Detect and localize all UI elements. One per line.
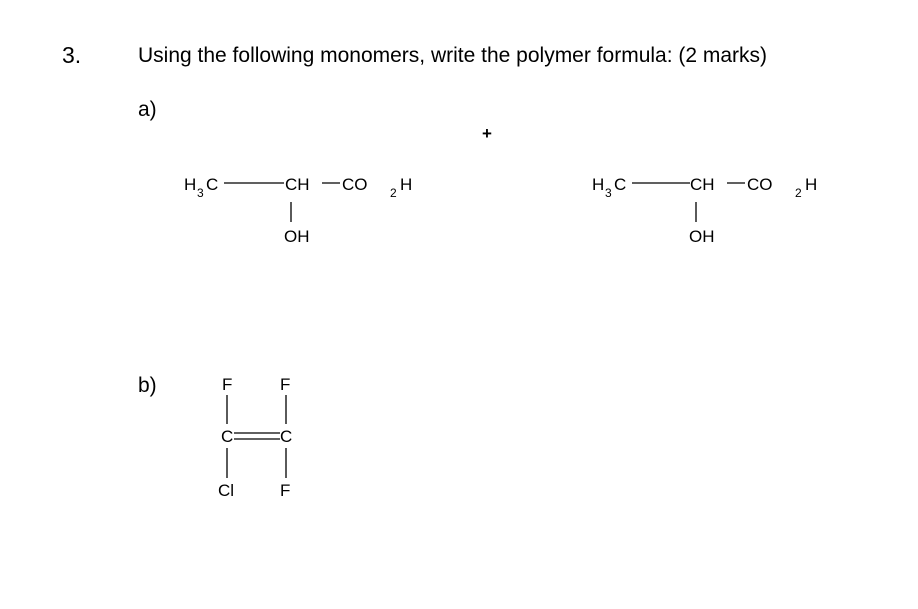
carbon-left: C: [221, 427, 234, 446]
fluorine-bottom-right: F: [280, 481, 291, 500]
chlorine-bottom-left: Cl: [218, 481, 235, 500]
part-b-label: b): [138, 374, 157, 397]
methyl-h: H: [592, 175, 605, 194]
methyl-c: C: [206, 175, 219, 194]
question-text: Using the following monomers, write the polymer formula: (2 marks): [138, 44, 768, 67]
methyl-subscript: 3: [197, 186, 204, 200]
part-a-label: a): [138, 98, 157, 121]
ch-group: CH: [690, 175, 715, 194]
carbonyl-subscript: 2: [795, 186, 802, 200]
lactic-acid-monomer-2: [592, 175, 817, 246]
carbonyl-subscript: 2: [390, 186, 397, 200]
methyl-h: H: [184, 175, 197, 194]
hydroxyl-group: OH: [284, 227, 310, 246]
carboxyl-h: H: [400, 175, 413, 194]
chlorotrifluoroethylene-monomer: [218, 375, 292, 500]
carbonyl-co: CO: [342, 175, 368, 194]
lactic-acid-monomer-1: [184, 175, 412, 246]
ch-group: CH: [285, 175, 310, 194]
fluorine-top-left: F: [222, 375, 233, 394]
carbon-right: C: [280, 427, 293, 446]
methyl-c: C: [614, 175, 627, 194]
plus-sign: +: [482, 124, 492, 143]
question-number: 3.: [62, 42, 82, 68]
hydroxyl-group: OH: [689, 227, 715, 246]
carboxyl-h: H: [805, 175, 818, 194]
fluorine-top-right: F: [280, 375, 291, 394]
carbonyl-co: CO: [747, 175, 773, 194]
methyl-subscript: 3: [605, 186, 612, 200]
